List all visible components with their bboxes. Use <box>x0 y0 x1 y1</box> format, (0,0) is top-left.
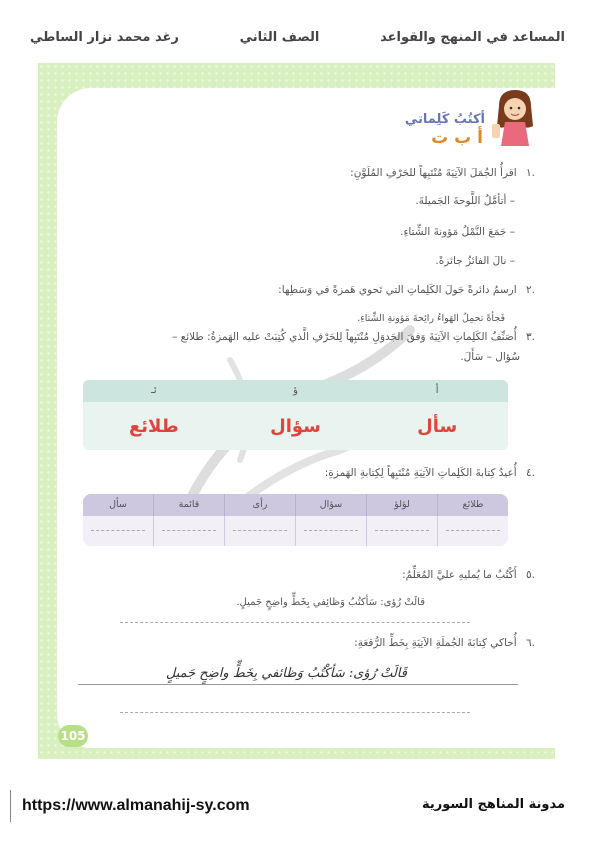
footer-divider <box>10 790 15 822</box>
table-cell: سأل <box>417 415 458 437</box>
hamza-classification-table <box>83 380 508 450</box>
answer-cell[interactable] <box>295 516 366 546</box>
question-number: .٦ <box>526 637 535 649</box>
table-cell: سؤال <box>270 415 321 437</box>
author-name: رغد محمد نزار الساطي <box>30 29 179 45</box>
answer-cell[interactable] <box>224 516 295 546</box>
footer-url-link[interactable]: https://www.almanahij-sy.com <box>22 797 250 814</box>
grade-label: الصف الثاني <box>239 29 320 45</box>
question-number: .٣ <box>526 331 535 343</box>
table-header-cell: سؤال <box>295 494 366 516</box>
section-badge: أ ب ت <box>431 128 483 148</box>
question-number: .٢ <box>526 284 535 296</box>
table-header-cell: طلائع <box>437 494 508 516</box>
question-number: .١ <box>526 167 535 179</box>
writing-line[interactable] <box>120 712 470 713</box>
answer-cell[interactable] <box>366 516 437 546</box>
question-2 <box>278 283 535 297</box>
top-header <box>30 26 565 48</box>
table-header-cell: ؤ <box>293 385 298 396</box>
rewrite-words-table <box>83 494 508 546</box>
question-5 <box>402 568 535 582</box>
girl-illustration-icon <box>485 86 545 148</box>
question-3 <box>172 330 535 344</box>
table-header-cell: رأى <box>224 494 295 516</box>
question-text: اقرأُ الجُمَلَ الآتِيَةَ مُنْتَبِهاً للحَرْفِ المُلَوَّنِ: <box>350 167 517 179</box>
question-6 <box>354 636 535 650</box>
q3-continuation: سُؤال – سَأَلَ. <box>460 351 520 363</box>
question-4 <box>325 466 535 480</box>
table-header-cell: أ <box>435 385 439 396</box>
answer-cell[interactable] <box>437 516 508 546</box>
answer-cell[interactable] <box>83 516 153 546</box>
table-header-cell: ئـ <box>150 385 157 396</box>
q1-item: – أتأمَّلُ اللَّوحةَ الجَميلةَ. <box>415 195 515 207</box>
book-title: المساعد في المنهج والقواعد <box>380 29 565 45</box>
question-text: أُصَنِّفُ الكَلِماتِ الآتِيَةَ وَفقَ الجَدوَلِ مُنْتَبِهاً لِلحَرْفِ الَّذي كُتِبَتْ عليه الهَمزةُ: طلائع – <box>172 331 517 343</box>
question-text: ارسمُ دائرةً حَولَ الكَلِماتِ التي تَحوي هَمزةً في وَسَطِها: <box>278 284 517 296</box>
question-text: أُعيدُ كِتابةَ الكَلِماتِ الآتِيَةِ مُنْتَبِهاً لِكِتابةِ الهَمزةِ: <box>324 467 517 479</box>
question-1 <box>350 166 535 180</box>
footer-blog-name: مدونة المناهج السورية <box>421 797 565 812</box>
section-title: أكتُبُ كَلِماتي <box>404 112 485 127</box>
table-header-cell: قائمة <box>153 494 224 516</box>
q5-sentence: قالَتْ رُؤى: سَأكتُبُ وَظائِفي بِخَطٍّ واضِحٍ جَميلٍ. <box>236 597 425 608</box>
question-text: أَكْتُبُ ما يُمليهِ عليَّ المُعَلِّمُ: <box>402 569 517 581</box>
table-header-cell: لؤلؤ <box>366 494 437 516</box>
question-number: .٤ <box>526 467 535 479</box>
question-text: أُحاكي كِتابَةَ الجُملَةِ الآتِيَةِ بِخَطِّ الرُّقعَةِ: <box>354 637 517 649</box>
table-header-cell: سأل <box>109 499 127 510</box>
q2-sentence: فَجأةً تحمِلُ الهَواءُ رائِحةَ مَؤونةِ الشِّتاءِ. <box>357 313 505 324</box>
script-baseline <box>78 684 518 685</box>
answer-cell[interactable] <box>153 516 224 546</box>
q1-item: – نالَ الفائزُ جائزةً. <box>435 255 515 267</box>
writing-line[interactable] <box>120 622 470 623</box>
table-cell: طلائع <box>128 415 179 437</box>
question-number: .٥ <box>526 569 535 581</box>
q1-item: – جَمَعَ النَّمْلُ مَؤونةَ الشِّتاءِ. <box>400 226 515 238</box>
ruqaa-script-sample: قَالَتْ رُؤى: سَأكْتُبُ وَظائفي بِخَطٍّ واضِحٍ جَميلٍ <box>165 666 407 681</box>
page-number: 105 <box>58 725 88 747</box>
